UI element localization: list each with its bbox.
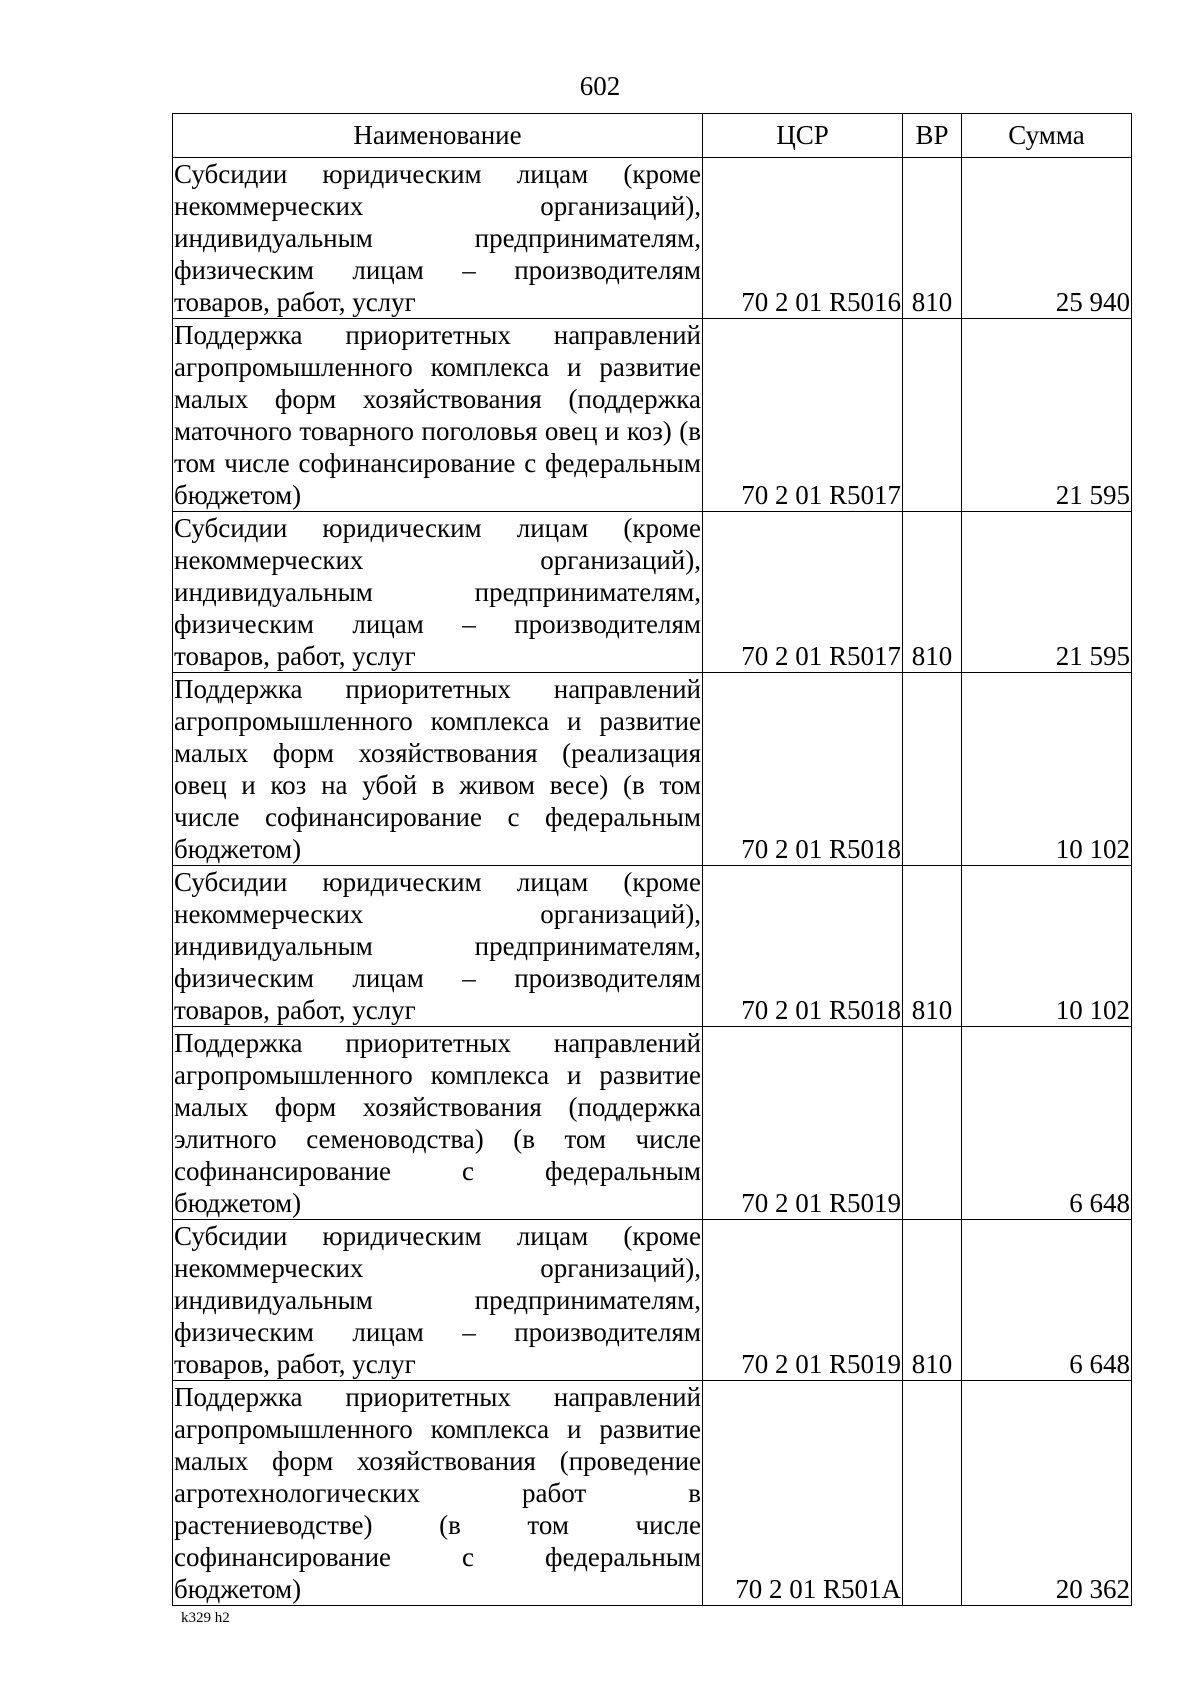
- row-csr: 70 2 01 R5018: [703, 866, 903, 1027]
- row-csr: 70 2 01 R5019: [703, 1220, 903, 1381]
- header-vr: ВР: [903, 114, 962, 158]
- row-sum: 10 102: [962, 866, 1132, 1027]
- row-vr: [903, 319, 962, 512]
- row-name: Поддержка приоритетных направлений агропромышленного комплекса и развитие малых форм хозяйствования (реализация овец и коз на убой в живом весе) (в том числе софинансирование с федеральным бюджетом): [174, 674, 701, 864]
- row-vr: [903, 1381, 962, 1606]
- row-sum: 20 362: [962, 1381, 1132, 1606]
- row-name: Поддержка приоритетных направлений агропромышленного комплекса и развитие малых форм хозяйствования (проведение агротехнологических работ в растениеводстве) (в том числе софинансирование с федеральным бюджетом): [174, 1382, 701, 1604]
- row-vr: [903, 673, 962, 866]
- row-name: Поддержка приоритетных направлений агропромышленного комплекса и развитие малых форм хозяйствования (поддержка элитного семеноводства) (в том числе софинансирование с федеральным бюджетом): [174, 1028, 701, 1218]
- row-vr: 810: [903, 866, 962, 1027]
- footer-code: k329 h2: [181, 1610, 230, 1626]
- table-row: [173, 1027, 1132, 1220]
- row-name: Субсидии юридическим лицам (кроме некоммерческих организаций), индивидуальным предпринимателям, физическим лицам – производителям товаров, работ, услуг: [174, 513, 701, 671]
- header-name: Наименование: [173, 114, 703, 158]
- budget-table: [172, 113, 1132, 1606]
- table-row: [173, 1220, 1132, 1381]
- table-row: [173, 512, 1132, 673]
- row-sum: 25 940: [962, 158, 1132, 319]
- row-sum: 6 648: [962, 1220, 1132, 1381]
- row-csr: 70 2 01 R5017: [703, 512, 903, 673]
- row-vr: 810: [903, 1220, 962, 1381]
- row-sum: 6 648: [962, 1027, 1132, 1220]
- page-number: 602: [579, 71, 621, 101]
- row-csr: 70 2 01 R5016: [703, 158, 903, 319]
- row-vr: 810: [903, 512, 962, 673]
- row-csr: 70 2 01 R501A: [703, 1381, 903, 1606]
- table-header: [173, 114, 1132, 158]
- row-name: Поддержка приоритетных направлений агропромышленного комплекса и развитие малых форм хозяйствования (поддержка маточного товарного поголовья овец и коз) (в том числе софинансирование с федеральным бюджетом): [174, 320, 701, 510]
- row-sum: 10 102: [962, 673, 1132, 866]
- header-csr: ЦСР: [703, 114, 903, 158]
- row-name: Субсидии юридическим лицам (кроме некоммерческих организаций), индивидуальным предпринимателям, физическим лицам – производителям товаров, работ, услуг: [174, 867, 701, 1025]
- row-vr: [903, 1027, 962, 1220]
- row-name: Субсидии юридическим лицам (кроме некоммерческих организаций), индивидуальным предпринимателям, физическим лицам – производителям товаров, работ, услуг: [174, 159, 701, 317]
- table-row: [173, 673, 1132, 866]
- row-vr: 810: [903, 158, 962, 319]
- row-name: Субсидии юридическим лицам (кроме некоммерческих организаций), индивидуальным предпринимателям, физическим лицам – производителям товаров, работ, услуг: [174, 1221, 701, 1379]
- row-sum: 21 595: [962, 512, 1132, 673]
- table-row: [173, 158, 1132, 319]
- table-row: [173, 319, 1132, 512]
- table-body: [173, 158, 1132, 1606]
- header-sum: Сумма: [962, 114, 1132, 158]
- row-csr: 70 2 01 R5017: [703, 319, 903, 512]
- header-row: [173, 114, 1132, 158]
- row-csr: 70 2 01 R5019: [703, 1027, 903, 1220]
- table-row: [173, 866, 1132, 1027]
- row-sum: 21 595: [962, 319, 1132, 512]
- row-csr: 70 2 01 R5018: [703, 673, 903, 866]
- table-row: [173, 1381, 1132, 1606]
